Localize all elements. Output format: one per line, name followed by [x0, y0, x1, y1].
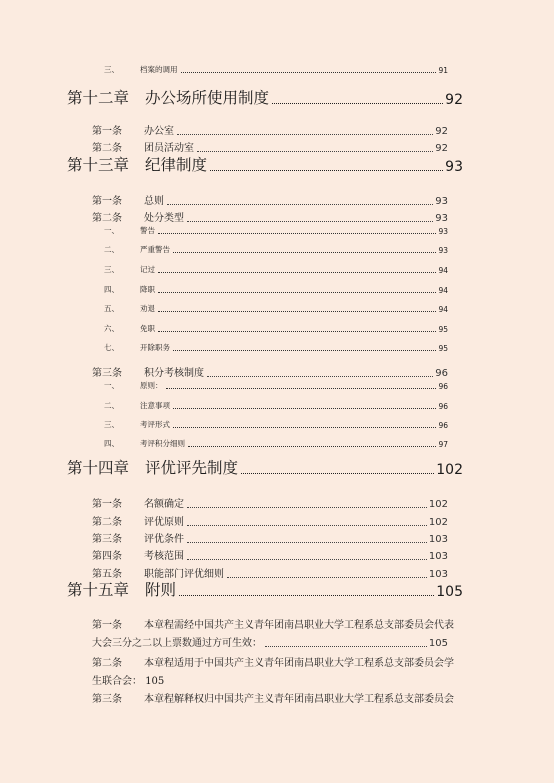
toc-subitem[interactable] [104, 244, 448, 255]
subitem-page: 94 [438, 266, 448, 275]
subitem-title: 劝退 [140, 304, 155, 313]
toc-chapter[interactable] [67, 578, 463, 600]
toc-chapter[interactable] [67, 153, 463, 175]
toc-article[interactable] [92, 513, 448, 528]
article-page: 105 [428, 638, 448, 649]
toc-article[interactable] [92, 634, 448, 649]
article-page: 92 [435, 143, 448, 154]
subitem-title: 考评积分细则 [140, 439, 185, 448]
dot-leader [187, 220, 433, 222]
chapter-label: 第十三章 [67, 156, 130, 174]
article-page: 102 [428, 517, 448, 528]
dot-leader [166, 387, 437, 389]
article-label: 第一条 [92, 620, 122, 631]
entry-number: 三、 [104, 65, 119, 74]
dot-leader [158, 291, 436, 293]
subitem-page: 93 [438, 227, 448, 236]
article-label: 第二条 [92, 143, 122, 154]
subitem-page: 95 [438, 325, 448, 334]
article-page: 105 [145, 676, 165, 687]
article-label: 第二条 [92, 213, 122, 224]
article-label: 第五条 [92, 569, 122, 580]
subitem-page: 96 [438, 382, 448, 391]
subitem-title: 开除职务 [140, 343, 170, 352]
subitem-page: 94 [438, 286, 448, 295]
article-title: 考核范围 [144, 551, 184, 562]
article-text-line [92, 616, 454, 631]
entry-title: 档案的调用 [140, 65, 178, 74]
chapter-title: 评优评先制度 [145, 459, 239, 477]
dot-leader [181, 71, 437, 73]
subitem-number: 三、 [104, 420, 119, 429]
chapter-page: 93 [445, 159, 463, 175]
article-label: 第一条 [92, 126, 122, 137]
dot-leader [187, 524, 427, 526]
article-text-line [92, 690, 454, 705]
subitem-page: 95 [438, 344, 448, 353]
chapter-title: 附则 [145, 581, 177, 599]
chapter-title: 纪律制度 [145, 156, 208, 174]
subitem-number: 三、 [104, 265, 119, 274]
article-text-line[interactable] [92, 672, 164, 687]
toc-chapter[interactable] [67, 86, 463, 108]
subitem-number: 一、 [104, 381, 119, 390]
subitem-number: 六、 [104, 324, 119, 333]
toc-subitem[interactable] [104, 303, 448, 314]
toc-entry[interactable] [104, 64, 448, 75]
article-label: 第三条 [92, 368, 122, 379]
toc-subitem[interactable] [104, 380, 448, 391]
chapter-page: 105 [436, 584, 463, 600]
article-title: 团员活动室 [144, 143, 194, 154]
article-title: 职能部门评优细则 [144, 569, 224, 580]
toc-article[interactable] [92, 192, 448, 207]
chapter-label: 第十五章 [67, 581, 130, 599]
subitem-number: 二、 [104, 245, 119, 254]
dot-leader [173, 349, 436, 351]
article-page: 92 [435, 126, 448, 137]
toc-chapter[interactable] [67, 456, 463, 478]
article-page: 103 [428, 534, 448, 545]
dot-leader [177, 133, 433, 135]
toc-article[interactable] [92, 530, 448, 545]
subitem-page: 96 [438, 402, 448, 411]
dot-leader [241, 472, 434, 474]
subitem-title: 警告 [140, 226, 155, 235]
dot-leader [158, 330, 436, 332]
subitem-title: 原则： [140, 381, 163, 390]
dot-leader [187, 541, 427, 543]
article-label: 第三条 [92, 694, 122, 705]
article-text: 大会三分之二以上票数通过方可生效： [92, 638, 262, 649]
dot-leader [173, 251, 436, 253]
article-page: 102 [428, 499, 448, 510]
toc-subitem[interactable] [104, 400, 448, 411]
toc-article[interactable] [92, 364, 448, 379]
chapter-page: 102 [436, 462, 463, 478]
subitem-number: 二、 [104, 401, 119, 410]
dot-leader [158, 232, 436, 234]
article-title: 评优原则 [144, 517, 184, 528]
article-text: 本章程适用于中国共产主义青年团南昌职业大学工程系总支部委员会学 [144, 658, 454, 669]
article-text: 生联合会： [92, 676, 142, 687]
toc-article[interactable] [92, 139, 448, 154]
dot-leader [197, 150, 433, 152]
article-text-line [92, 654, 454, 669]
toc-subitem[interactable] [104, 264, 448, 275]
subitem-number: 七、 [104, 343, 119, 352]
dot-leader [207, 375, 433, 377]
dot-leader [179, 594, 434, 596]
subitem-title: 严重警告 [140, 245, 170, 254]
article-label: 第二条 [92, 658, 122, 669]
chapter-page: 92 [445, 92, 463, 108]
subitem-number: 四、 [104, 439, 119, 448]
chapter-title: 办公场所使用制度 [145, 89, 270, 107]
article-page: 93 [435, 196, 448, 207]
article-title: 积分考核制度 [144, 368, 204, 379]
toc-article[interactable] [92, 209, 448, 224]
dot-leader [272, 102, 443, 104]
subitem-title: 考评形式 [140, 420, 170, 429]
dot-leader [187, 558, 427, 560]
toc-article[interactable] [92, 495, 448, 510]
subitem-title: 免职 [140, 324, 155, 333]
subitem-page: 96 [438, 421, 448, 430]
article-title: 评优条件 [144, 534, 184, 545]
subitem-number: 一、 [104, 226, 119, 235]
subitem-title: 注意事项 [140, 401, 170, 410]
article-label: 第三条 [92, 534, 122, 545]
toc-subitem[interactable] [104, 419, 448, 430]
article-text: 本章程需经中国共产主义青年团南昌职业大学工程系总支部委员会代表 [144, 620, 454, 631]
article-page: 103 [428, 569, 448, 580]
article-label: 第二条 [92, 517, 122, 528]
entry-page: 91 [438, 66, 448, 75]
subitem-page: 97 [438, 440, 448, 449]
dot-leader [187, 506, 427, 508]
dot-leader [173, 426, 436, 428]
chapter-label: 第十二章 [67, 89, 130, 107]
dot-leader [167, 203, 433, 205]
article-title: 处分类型 [144, 213, 184, 224]
article-title: 办公室 [144, 126, 174, 137]
chapter-label: 第十四章 [67, 459, 130, 477]
toc-subitem[interactable] [104, 438, 448, 449]
dot-leader [265, 645, 427, 647]
toc-article[interactable] [92, 547, 448, 562]
toc-subitem[interactable] [104, 225, 448, 236]
dot-leader [210, 169, 443, 171]
dot-leader [173, 407, 436, 409]
subitem-page: 94 [438, 305, 448, 314]
subitem-title: 记过 [140, 265, 155, 274]
article-page: 103 [428, 551, 448, 562]
toc-article[interactable] [92, 122, 448, 137]
article-page: 93 [435, 213, 448, 224]
toc-subitem[interactable] [104, 342, 448, 353]
article-label: 第一条 [92, 196, 122, 207]
dot-leader [158, 310, 436, 312]
article-label: 第四条 [92, 551, 122, 562]
dot-leader [188, 445, 436, 447]
article-title: 总则 [144, 196, 164, 207]
article-text: 本章程解释权归中国共产主义青年团南昌职业大学工程系总支部委员会 [144, 694, 454, 705]
subitem-number: 四、 [104, 285, 119, 294]
article-page: 96 [435, 368, 448, 379]
subitem-page: 93 [438, 246, 448, 255]
toc-subitem[interactable] [104, 284, 448, 295]
toc-subitem[interactable] [104, 323, 448, 334]
article-title: 名额确定 [144, 499, 184, 510]
subitem-title: 降职 [140, 285, 155, 294]
subitem-number: 五、 [104, 304, 119, 313]
article-label: 第一条 [92, 499, 122, 510]
dot-leader [158, 271, 436, 273]
